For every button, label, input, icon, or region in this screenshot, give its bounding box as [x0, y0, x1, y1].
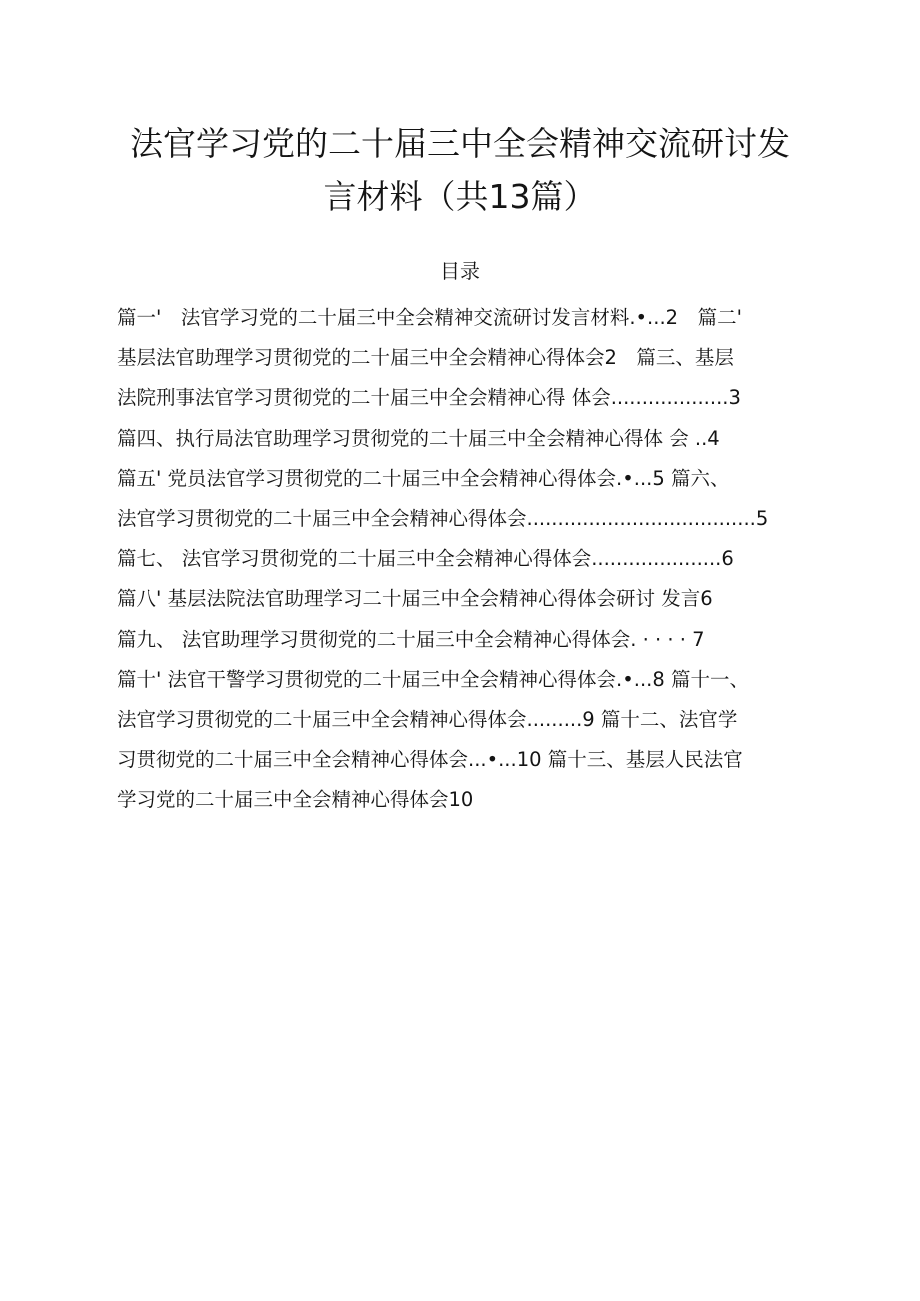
- document-title-line-1: 法官学习党的二十届三中全会精神交流研讨发: [130, 124, 790, 163]
- toc-line-2: 基层法官助理学习贯彻党的二十届三中全会精神心得体会2 篇三、基层: [117, 346, 734, 370]
- toc-line-11: 法官学习贯彻党的二十届三中全会精神心得体会.........9 篇十二、法官学: [117, 707, 738, 731]
- toc-line-7: 篇七、 法官学习贯彻党的二十届三中全会精神心得体会.....................6: [117, 547, 734, 571]
- table-of-contents: [117, 298, 857, 820]
- toc-line-5: 篇五' 党员法官学习贯彻党的二十届三中全会精神心得体会.•...5 篇六、: [117, 466, 730, 490]
- toc-line-13: 学习党的二十届三中全会精神心得体会10: [117, 788, 474, 812]
- toc-heading: 目录: [440, 259, 480, 283]
- toc-line-4: 篇四、执行局法官助理学习贯彻党的二十届三中全会精神心得体 会 ..4: [117, 426, 720, 450]
- toc-line-12: 习贯彻党的二十届三中全会精神心得体会...•...10 篇十三、基层人民法官: [117, 748, 743, 772]
- document-title-line-2: 言材料（共13篇）: [323, 177, 597, 216]
- toc-line-10: 篇十' 法官干警学习贯彻党的二十届三中全会精神心得体会.•...8 篇十一、: [117, 667, 749, 691]
- toc-line-9: 篇九、 法官助理学习贯彻党的二十届三中全会精神心得体会. · · · · 7: [117, 627, 705, 651]
- toc-line-3: 法院刑事法官学习贯彻党的二十届三中全会精神心得 体会...................3: [117, 386, 741, 410]
- toc-line-1: 篇一' 法官学习党的二十届三中全会精神交流研讨发言材料.•...2 篇二': [117, 306, 742, 329]
- toc-line-8: 篇八' 基层法院法官助理学习二十届三中全会精神心得体会研讨 发言6: [117, 587, 713, 611]
- toc-line-6: 法官学习贯彻党的二十届三中全会精神心得体会.....................................5: [117, 506, 769, 530]
